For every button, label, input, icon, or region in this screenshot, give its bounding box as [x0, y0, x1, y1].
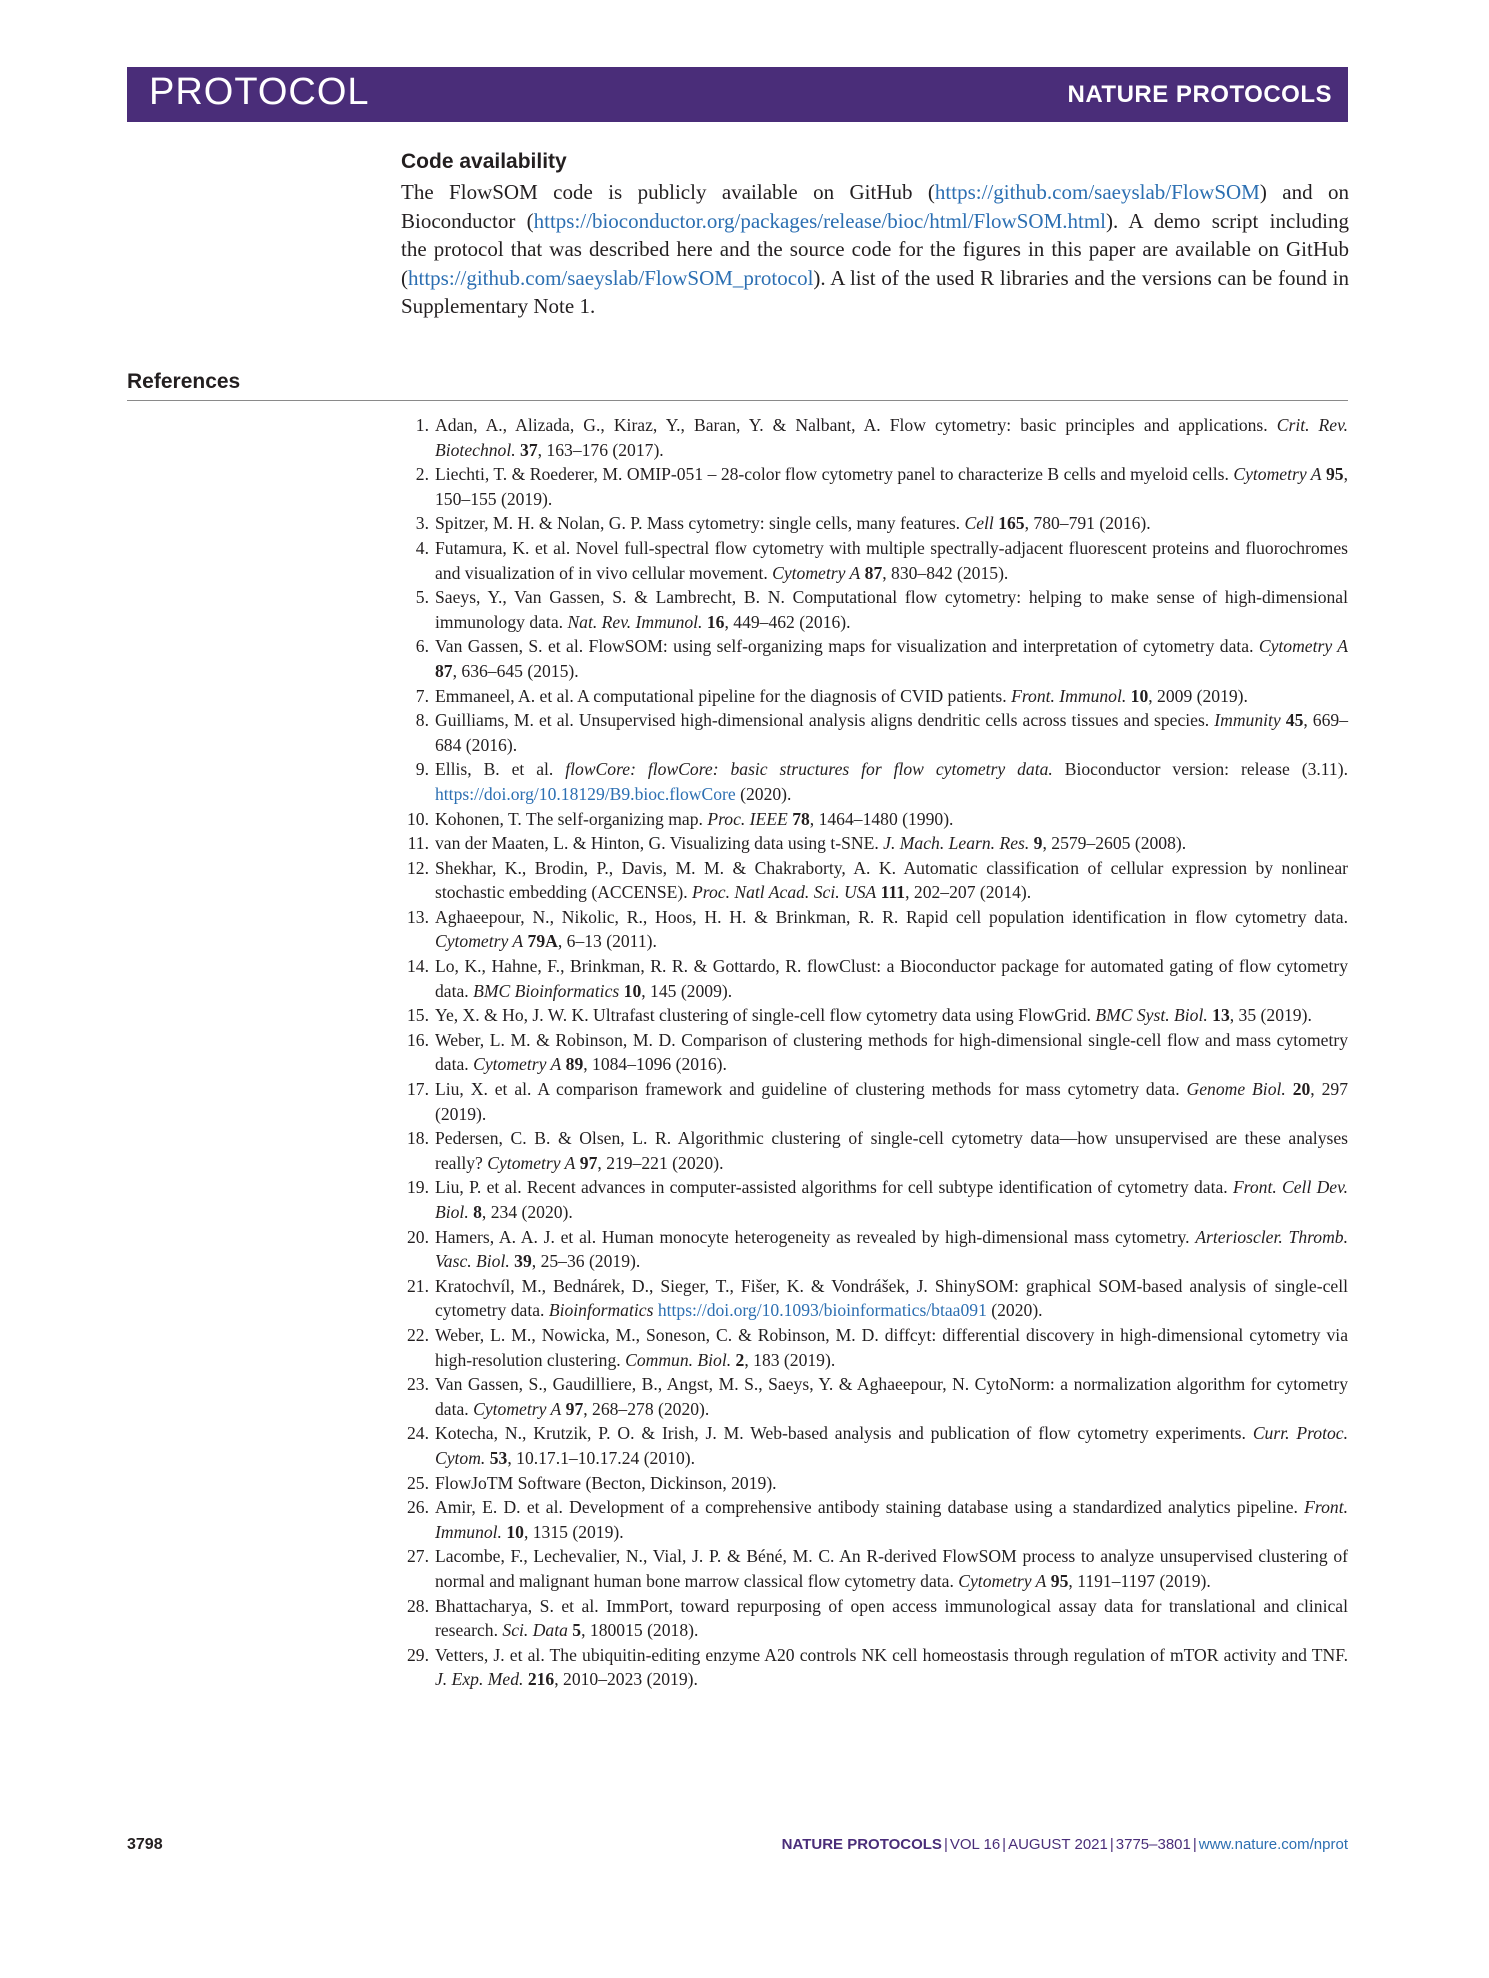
reference-journal: J. Mach. Learn. Res.: [883, 833, 1030, 854]
reference-pages-year: , 145 (2009).: [641, 980, 733, 1001]
reference-authors-title: Kratochvíl, M., Bednárek, D., Sieger, T., Fišer, K. & Vondrášek, J. ShinySOM: graphical SOM-based analysis of single-cell cytometry data.: [435, 1275, 1348, 1321]
reference-pages-year: , 1464–1480 (1990).: [809, 808, 954, 829]
reference-list: [401, 413, 1348, 1692]
reference-pages-year: , 636–645 (2015).: [452, 660, 579, 681]
reference-pages-year: , 830–842 (2015).: [882, 562, 1009, 583]
reference-authors-title: Kohonen, T. The self-organizing map.: [435, 808, 708, 829]
reference-volume: 87: [435, 660, 453, 681]
reference-number: 22.: [407, 1324, 429, 1345]
reference-authors-title: Futamura, K. et al. Novel full-spectral flow cytometry with multiple spectrally-adjacent fluorescent proteins and fluorochromes and visualization of in vivo cellular movement.: [435, 537, 1348, 583]
reference-journal: Arterioscler. Thromb. Vasc. Biol.: [435, 1226, 1349, 1272]
reference-authors-title: Weber, L. M., Nowicka, M., Soneson, C. & Robinson, M. D. diffcyt: differential discovery in high-dimensional cytometry via high-resolution clustering.: [435, 1324, 1348, 1370]
reference-volume: 37: [520, 439, 538, 460]
reference-number: 6.: [415, 636, 429, 657]
reference-volume: 10: [623, 980, 642, 1001]
reference-item: [401, 905, 1348, 954]
reference-item: [401, 684, 1348, 709]
reference-item: [401, 413, 1348, 462]
reference-volume: 13: [1212, 1005, 1230, 1026]
reference-volume: 45: [1285, 710, 1304, 731]
reference-pages-year: , 202–207 (2014).: [905, 882, 1032, 903]
reference-item: [401, 1643, 1348, 1692]
reference-journal: Front. Cell Dev. Biol.: [435, 1177, 1348, 1222]
code-availability-title: Code availability: [401, 150, 567, 173]
reference-authors-title: Amir, E. D. et al. Development of a comprehensive antibody staining database using a standardized analytics pipeline.: [435, 1497, 1305, 1518]
reference-journal: BMC Syst. Biol.: [1095, 1005, 1208, 1026]
reference-pages-year: , 150–155 (2019).: [435, 464, 1348, 509]
reference-authors-title: van der Maaten, L. & Hinton, G. Visualizing data using t-SNE.: [435, 833, 884, 854]
reference-item: [401, 831, 1348, 856]
reference-pages-year: , 10.17.1–10.17.24 (2010).: [507, 1447, 695, 1468]
journal-name: NATURE PROTOCOLS: [1067, 81, 1332, 108]
reference-item: [401, 1421, 1348, 1470]
reference-pages-year: , 297 (2019).: [435, 1079, 1348, 1124]
reference-number: 24.: [407, 1423, 429, 1444]
references-title: References: [127, 370, 241, 393]
footer-separator: |: [943, 1836, 948, 1853]
protocol-github-link[interactable]: https://github.com/saeyslab/FlowSOM_protocol: [408, 265, 814, 290]
reference-item: [401, 1323, 1348, 1372]
journal-header-bar: [127, 67, 1348, 122]
reference-item: [401, 1077, 1348, 1126]
reference-authors-title: Lacombe, F., Lechevalier, N., Vial, J. P. & Béné, M. C. An R-derived FlowSOM process to analyze unsupervised clustering of normal and malignant human bone marrow classical flow cytometry data.: [435, 1546, 1348, 1591]
reference-volume: 78: [792, 808, 810, 829]
code-availability-section: [401, 150, 1349, 321]
reference-volume: 97: [565, 1398, 584, 1419]
reference-authors-title: Liu, P. et al. Recent advances in computer-assisted algorithms for cell subtype identification of cytometry data.: [435, 1177, 1233, 1198]
reference-number: 14.: [407, 956, 429, 977]
reference-pages-year: Bioconductor version: release (3.11).: [1052, 759, 1348, 780]
reference-item: [401, 1495, 1348, 1544]
reference-journal: Front. Immunol.: [435, 1497, 1348, 1542]
reference-volume: 165: [998, 513, 1025, 534]
reference-volume: 216: [527, 1669, 555, 1690]
reference-volume: 9: [1033, 833, 1043, 854]
reference-journal: BMC Bioinformatics: [473, 980, 620, 1001]
reference-item: [401, 536, 1348, 585]
reference-pages-year: , 163–176 (2017).: [537, 439, 664, 460]
text-segment: ) and on Bioconductor (: [401, 180, 1349, 233]
reference-item: [401, 511, 1348, 536]
footer-separator: |: [1002, 1836, 1007, 1853]
reference-journal: J. Exp. Med.: [435, 1669, 524, 1690]
reference-journal: Cytometry A: [1233, 464, 1322, 485]
reference-authors-title: Van Gassen, S. et al. FlowSOM: using self-organizing maps for visualization and interpretation of cytometry data.: [435, 636, 1259, 657]
reference-journal: Immunity: [1214, 710, 1281, 731]
reference-volume: 10: [506, 1521, 524, 1542]
reference-item: [401, 585, 1348, 634]
reference-item: [401, 462, 1348, 511]
reference-item: [401, 1225, 1348, 1274]
reference-authors-title: Hamers, A. A. J. et al. Human monocyte heterogeneity as revealed by high-dimensional mass cytometry.: [435, 1226, 1196, 1247]
reference-item: [401, 1003, 1348, 1028]
reference-number: 26.: [407, 1497, 429, 1518]
reference-item: [401, 1126, 1348, 1175]
reference-item: [401, 634, 1348, 683]
reference-number: 12.: [407, 857, 429, 878]
reference-pages-year: , 1315 (2019).: [523, 1521, 624, 1542]
reference-journal: Cytometry A: [487, 1152, 576, 1173]
reference-authors-title: Ellis, B. et al.: [435, 759, 566, 780]
reference-number: 2.: [415, 464, 429, 485]
reference-number: 17.: [407, 1079, 429, 1100]
reference-number: 23.: [407, 1374, 429, 1395]
reference-item: [401, 1594, 1348, 1643]
text-segment: The FlowSOM code is publicly available on GitHub (: [401, 180, 935, 204]
reference-volume: 10: [1130, 685, 1149, 706]
reference-item: [401, 807, 1348, 832]
reference-journal: Cytometry A: [958, 1570, 1047, 1591]
reference-pages-year: , 219–221 (2020).: [597, 1152, 724, 1173]
reference-pages-year: , 268–278 (2020).: [583, 1398, 710, 1419]
reference-year: (2020).: [986, 1300, 1043, 1321]
reference-journal: Cytometry A: [1258, 636, 1348, 657]
reference-authors-title: Saeys, Y., Van Gassen, S. & Lambrecht, B. N. Computational flow cytometry: helping to make sense of high-dimensional immunology data.: [435, 587, 1348, 632]
reference-number: 9.: [415, 759, 429, 780]
reference-journal: Cytometry A: [772, 562, 861, 583]
reference-pages-year: , 2009 (2019).: [1148, 685, 1248, 706]
reference-authors-title: Spitzer, M. H. & Nolan, G. P. Mass cytometry: single cells, many features.: [435, 513, 965, 534]
reference-journal: Proc. Natl Acad. Sci. USA: [692, 882, 877, 903]
reference-authors-title: Shekhar, K., Brodin, P., Davis, M. M. & Chakraborty, A. K. Automatic classification of cellular expression by nonlinear stochastic embedding (ACCENSE).: [435, 857, 1348, 903]
reference-item: [401, 1175, 1348, 1224]
reference-journal: Front. Immunol.: [1011, 685, 1127, 706]
reference-number: 3.: [415, 513, 429, 534]
reference-pages-year: , 780–791 (2016).: [1024, 513, 1151, 534]
reference-journal: Bioinformatics: [548, 1300, 654, 1321]
references-heading-bar: [127, 370, 1348, 401]
reference-journal: Commun. Biol.: [625, 1349, 732, 1370]
reference-journal: Sci. Data: [502, 1620, 568, 1641]
reference-volume: 39: [514, 1251, 532, 1272]
reference-number: 25.: [407, 1472, 429, 1493]
reference-journal: Cytometry A: [435, 931, 524, 952]
reference-volume: 95: [1050, 1570, 1069, 1591]
reference-number: 1.: [415, 415, 429, 435]
reference-doi-link[interactable]: https://doi.org/10.18129/B9.bioc.flowCore: [435, 783, 736, 804]
reference-authors-title: FlowJoTM Software (Becton, Dickinson, 2019).: [435, 1472, 777, 1493]
reference-item: [401, 708, 1348, 757]
reference-number: 11.: [407, 833, 429, 854]
page-number: 3798: [127, 1836, 163, 1853]
reference-pages-year: , 1191–1197 (2019).: [1068, 1570, 1211, 1591]
footer-pages: 3775–3801: [1115, 1836, 1191, 1853]
reference-pages-year: , 2010–2023 (2019).: [554, 1669, 698, 1690]
reference-authors-title: Emmaneel, A. et al. A computational pipeline for the diagnosis of CVID patients.: [435, 685, 1012, 706]
footer-journal: NATURE PROTOCOLS: [781, 1836, 942, 1853]
reference-item: [401, 1372, 1348, 1421]
reference-number: 19.: [407, 1177, 429, 1198]
reference-volume: 8: [473, 1202, 482, 1222]
reference-item: [401, 1274, 1348, 1323]
text-segment: ). A list of the used R libraries and the versions can be found in Supplementary Note 1.: [401, 265, 1349, 318]
reference-volume: 16: [706, 611, 725, 632]
reference-number: 27.: [407, 1546, 429, 1567]
footer-citation: [782, 1836, 1348, 1853]
reference-volume: 87: [864, 562, 883, 583]
reference-number: 21.: [407, 1275, 429, 1296]
reference-item: [401, 1544, 1348, 1593]
reference-item: [401, 954, 1348, 1003]
reference-doi-link[interactable]: https://doi.org/10.1093/bioinformatics/btaa091: [657, 1300, 987, 1321]
reference-pages-year: , 449–462 (2016).: [724, 611, 851, 632]
reference-authors-title: Aghaeepour, N., Nikolic, R., Hoos, H. H. & Brinkman, R. R. Rapid cell population identification in flow cytometry data.: [435, 906, 1348, 927]
reference-pages-year: , 35 (2019).: [1229, 1005, 1312, 1026]
reference-number: 4.: [415, 537, 429, 558]
reference-number: 5.: [415, 587, 429, 608]
reference-pages-year: , 183 (2019).: [744, 1349, 836, 1370]
reference-authors-title: Guilliams, M. et al. Unsupervised high-dimensional analysis aligns dendritic cells across tissues and species.: [435, 710, 1215, 731]
reference-journal: flowCore: flowCore: basic structures for flow cytometry data.: [565, 759, 1053, 780]
reference-pages-year: , 1084–1096 (2016).: [583, 1054, 727, 1075]
reference-volume: 2: [735, 1349, 745, 1370]
reference-journal: Cytometry A: [473, 1398, 562, 1419]
reference-authors-title: Bhattacharya, S. et al. ImmPort, toward repurposing of open access immunological assay data for translational and clinical research.: [435, 1595, 1348, 1641]
footer-journal-url[interactable]: www.nature.com/nprot: [1198, 1836, 1348, 1853]
reference-year: (2020).: [735, 783, 792, 804]
reference-authors-title: Lo, K., Hahne, F., Brinkman, R. R. & Gottardo, R. flowClust: a Bioconductor package for automated gating of flow cytometry data.: [435, 956, 1348, 1001]
reference-item: [401, 1028, 1348, 1077]
reference-volume: 97: [579, 1152, 598, 1173]
reference-authors-title: Van Gassen, S., Gaudilliere, B., Angst, M. S., Saeys, Y. & Aghaeepour, N. CytoNorm: a normalization algorithm for cytometry data.: [435, 1374, 1348, 1419]
reference-pages-year: , 6–13 (2011).: [557, 931, 657, 952]
reference-authors-title: Kotecha, N., Krutzik, P. O. & Irish, J. M. Web-based analysis and publication of flow cytometry experiments.: [435, 1423, 1253, 1444]
reference-journal: Curr. Protoc. Cytom.: [435, 1423, 1348, 1468]
reference-journal: Proc. IEEE: [707, 808, 788, 829]
reference-authors-title: Adan, A., Alizada, G., Kiraz, Y., Baran, Y. & Nalbant, A. Flow cytometry: basic principles and applications.: [435, 415, 1277, 435]
reference-journal: Genome Biol.: [1186, 1079, 1286, 1100]
footer-separator: |: [1109, 1836, 1114, 1853]
flowsom-github-link[interactable]: https://github.com/saeyslab/FlowSOM: [934, 180, 1260, 204]
reference-volume: 53: [489, 1447, 508, 1468]
reference-volume: 20: [1292, 1079, 1311, 1100]
reference-volume: 89: [565, 1054, 584, 1075]
reference-item: [401, 856, 1348, 905]
reference-number: 18.: [407, 1128, 429, 1149]
reference-authors-title: Weber, L. M. & Robinson, M. D. Comparison of clustering methods for high-dimensional single-cell flow and mass cytometry data.: [435, 1029, 1348, 1075]
text-segment: ). A demo script including the protocol that was described here and the source code for the figures in this paper are available on GitHub (: [401, 208, 1349, 290]
reference-number: 10.: [407, 808, 429, 829]
reference-pages-year: , 669–684 (2016).: [435, 710, 1348, 755]
footer-separator: |: [1192, 1836, 1197, 1853]
reference-journal: Cytometry A: [473, 1054, 562, 1075]
reference-number: 15.: [407, 1005, 429, 1026]
reference-journal: Nat. Rev. Immunol.: [567, 611, 703, 632]
footer-date: AUGUST 2021: [1008, 1836, 1108, 1853]
reference-pages-year: , 2579–2605 (2008).: [1042, 833, 1187, 854]
reference-number: 20.: [407, 1226, 429, 1247]
reference-item: [401, 757, 1348, 806]
reference-pages-year: , 25–36 (2019).: [531, 1251, 641, 1272]
reference-number: 29.: [407, 1644, 429, 1665]
reference-authors-title: Vetters, J. et al. The ubiquitin-editing enzyme A20 controls NK cell homeostasis through regulation of mTOR activity and TNF.: [435, 1644, 1348, 1665]
reference-journal: Cell: [964, 513, 994, 534]
reference-authors-title: Liu, X. et al. A comparison framework and guideline of clustering methods for mass cytometry data.: [435, 1079, 1187, 1100]
reference-volume: 95: [1326, 464, 1344, 485]
reference-journal: Crit. Rev. Biotechnol.: [435, 415, 1348, 460]
footer-volume: VOL 16: [949, 1836, 1001, 1853]
reference-authors-title: Pedersen, C. B. & Olsen, L. R. Algorithmic clustering of single-cell cytometry data—how unsupervised are these analyses really?: [435, 1128, 1348, 1173]
reference-volume: 111: [880, 882, 906, 903]
reference-number: 28.: [407, 1595, 429, 1616]
reference-item: [401, 1471, 1348, 1496]
reference-number: 8.: [415, 710, 429, 731]
section-label: PROTOCOL: [149, 71, 370, 113]
reference-number: 13.: [407, 906, 429, 927]
bioconductor-link[interactable]: https://bioconductor.org/packages/release/bioc/html/FlowSOM.html: [533, 208, 1106, 233]
reference-pages-year: , 180015 (2018).: [581, 1620, 699, 1641]
reference-volume: 79A: [527, 931, 558, 952]
reference-number: 16.: [407, 1029, 429, 1050]
code-availability-text: [401, 178, 1349, 321]
reference-authors-title: Ye, X. & Ho, J. W. K. Ultrafast clustering of single-cell flow cytometry data using FlowGrid.: [435, 1005, 1096, 1026]
reference-authors-title: Liechti, T. & Roederer, M. OMIP-051 – 28-color flow cytometry panel to characterize B cells and myeloid cells.: [435, 464, 1234, 485]
reference-volume: 5: [572, 1620, 582, 1641]
reference-pages-year: , 234 (2020).: [481, 1202, 573, 1222]
reference-number: 7.: [415, 685, 429, 706]
